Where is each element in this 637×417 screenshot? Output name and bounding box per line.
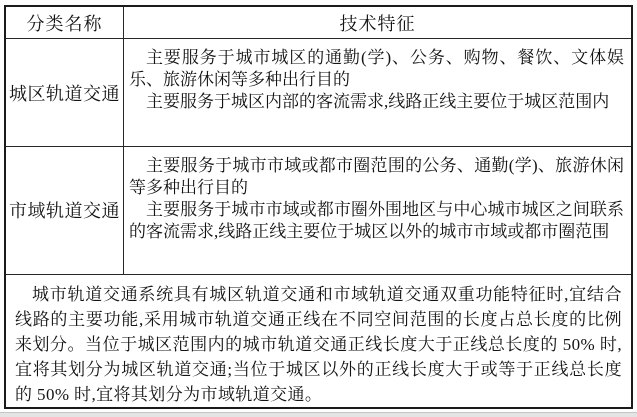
table-note-row xyxy=(6,275,631,407)
rail-transit-classification-table xyxy=(4,5,633,409)
table-row-urban-district-rail xyxy=(6,39,631,147)
row-label-urban-district-rail: 城区轨道交通 xyxy=(6,39,124,146)
table-row-metropolitan-rail xyxy=(6,147,631,275)
feature-paragraph: 主要服务于城市市域或都市圈外围地区与中心城市城区之间联系的客流需求,线路正线主要位于城区以外的城市市域或都市圈范围 xyxy=(129,199,624,241)
feature-paragraph: 主要服务于城市城区的通勤(学)、公务、购物、餐饮、文体娱乐、旅游休闲等多种出行目的 xyxy=(129,48,624,90)
feature-paragraph: 主要服务于城区内部的客流需求,线路正线主要位于城区范围内 xyxy=(146,92,610,112)
scan-page-edge xyxy=(0,412,637,417)
feature-paragraph: 主要服务于城市市域或都市圈范围的公务、通勤(学)、旅游休闲等多种出行目的 xyxy=(129,155,624,197)
table-header-row xyxy=(6,7,631,39)
features-cell-urban-district xyxy=(124,39,631,146)
header-classification-name: 分类名称 xyxy=(6,7,124,38)
features-cell-metropolitan xyxy=(124,147,631,274)
row-label-metropolitan-rail: 市域轨道交通 xyxy=(6,147,124,274)
note-paragraph: 城市轨道交通系统具有城区轨道交通和市域轨道交通双重功能特征时,宜结合线路的主要功能,采用城市轨道交通正线在不同空间范围的长度占总长度的比例来划分。当位于城区范围内的城市轨道交通正线长度大于正线总长度的 50% 时,宜将其划分为城区轨道交通;当位于城区以外的正线长度大于或等于正线总长度的 50% 时,宜将其划分为市域轨道交通。 xyxy=(15,285,622,405)
header-technical-features: 技术特征 xyxy=(339,13,416,34)
